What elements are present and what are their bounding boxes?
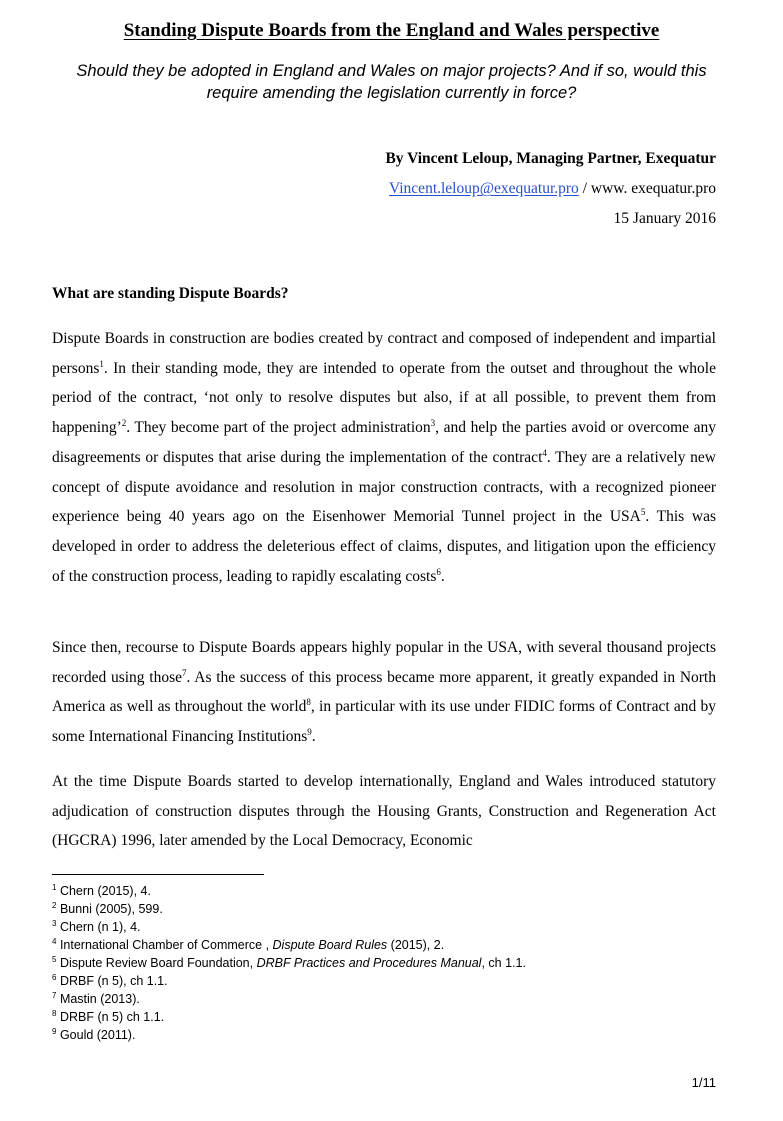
footnote-item bbox=[52, 918, 716, 936]
text-run: . As the success of this process became more apparent, it greatly expanded in North America as well as throughout the world bbox=[52, 668, 716, 716]
footnote-reference: 2 bbox=[121, 417, 127, 428]
text-run: . In their standing mode, they are intended to operate from the outset and throughout the whole period of the contract, ‘not only to resolve disputes but also, if at all possible, to prevent them from happening’ bbox=[52, 359, 716, 437]
text-run: Bunni (2005), 599. bbox=[59, 902, 163, 916]
text-run: Gould (2011). bbox=[59, 1028, 136, 1042]
footnote-number: 7 bbox=[52, 990, 57, 1000]
text-run: Chern (2015), 4. bbox=[59, 884, 151, 898]
contact-line bbox=[389, 180, 716, 198]
body-paragraph bbox=[52, 324, 716, 591]
text-run: , ch 1.1. bbox=[481, 956, 526, 970]
document-subtitle: Should they be adopted in England and Wales on major projects? And if so, would this require amending the legislation currently in force? bbox=[76, 62, 707, 102]
footnote-item bbox=[52, 954, 716, 972]
text-run: . bbox=[440, 567, 445, 585]
document-title: Standing Dispute Boards from the England and Wales perspective bbox=[123, 20, 660, 41]
footnote-list bbox=[52, 882, 716, 1044]
text-run: International Chamber of Commerce , bbox=[59, 938, 273, 952]
footnote-number: 5 bbox=[52, 954, 57, 964]
footnote-number: 2 bbox=[52, 900, 57, 910]
footnote-item bbox=[52, 882, 716, 900]
text-run: , in particular with its use under FIDIC forms of Contract and by some International Financing Institutions bbox=[52, 698, 716, 746]
text-run: . They are a relatively new concept of dispute avoidance and resolution in major construction contracts, with a recognized pioneer experience being 40 years ago on the Eisenhower Memorial Tunnel project in the USA bbox=[52, 448, 716, 526]
footnote-item bbox=[52, 900, 716, 918]
footnote-number: 4 bbox=[52, 936, 57, 946]
footnote-divider bbox=[52, 874, 264, 875]
text-run: . They become part of the project administration bbox=[126, 419, 431, 437]
text-run: . bbox=[311, 728, 316, 746]
footnote-number: 9 bbox=[52, 1026, 57, 1036]
text-run: DRBF (n 5) ch 1.1. bbox=[59, 1010, 165, 1024]
text-run: . This was developed in order to address the deleterious effect of claims, disputes, and litigation upon the efficiency of the construction process, leading to rapidly escalating costs bbox=[52, 508, 716, 585]
footnote-reference: 8 bbox=[306, 697, 311, 708]
footnote-number: 8 bbox=[52, 1008, 57, 1018]
footnote-item bbox=[52, 1008, 716, 1026]
footnote-number: 6 bbox=[52, 972, 57, 982]
italic-text: Dispute Board Rules bbox=[272, 938, 388, 952]
footnote-reference: 9 bbox=[307, 726, 312, 737]
page-number: 1/11 bbox=[691, 1075, 716, 1090]
footnote-item bbox=[52, 972, 716, 990]
footnote-reference: 5 bbox=[640, 507, 646, 518]
body-paragraph bbox=[52, 767, 716, 856]
text-run: Mastin (2013). bbox=[59, 992, 140, 1006]
footnote-number: 3 bbox=[52, 918, 57, 928]
italic-text: DRBF Practices and Procedures Manual bbox=[256, 956, 482, 970]
text-run: Chern (n 1), 4. bbox=[59, 920, 141, 934]
document-date: 15 January 2016 bbox=[613, 210, 716, 227]
body-paragraph bbox=[52, 633, 716, 752]
footnote-item bbox=[52, 936, 716, 954]
text-run: (2015), 2. bbox=[387, 938, 445, 952]
footnote-reference: 7 bbox=[182, 667, 187, 678]
footnote-reference: 4 bbox=[542, 447, 547, 458]
footnote-reference: 1 bbox=[99, 358, 104, 369]
text-run: Since then, recourse to Dispute Boards appears highly popular in the USA, with several thousand projects recorded using those bbox=[52, 639, 716, 686]
text-run: , and help the parties avoid or overcome any disagreements or disputes that arise during the implementation of the contract bbox=[52, 419, 716, 466]
footnote-item bbox=[52, 990, 716, 1008]
section-heading: What are standing Dispute Boards? bbox=[52, 285, 289, 302]
footnote-number: 1 bbox=[52, 882, 57, 892]
text-run: DRBF (n 5), ch 1.1. bbox=[59, 974, 168, 988]
contact-separator: / bbox=[582, 180, 587, 197]
text-run: Dispute Boards in construction are bodies created by contract and composed of independent and impartial persons bbox=[52, 330, 716, 377]
author-email-link[interactable]: Vincent.leloup@exequatur.pro bbox=[388, 180, 579, 197]
footnote-reference: 3 bbox=[430, 417, 436, 428]
text-run: At the time Dispute Boards started to develop internationally, England and Wales introduced statutory adjudication of construction disputes through the Housing Grants, Construction and Regeneration Act (HGCRA) 1996, later amended by the Local Democracy, Economic bbox=[52, 773, 716, 850]
footnote-item bbox=[52, 1026, 716, 1044]
text-run: Dispute Review Board Foundation, bbox=[59, 956, 257, 970]
website-text: www. exequatur.pro bbox=[590, 180, 716, 197]
author-line: By Vincent Leloup, Managing Partner, Exequatur bbox=[385, 150, 716, 167]
footnote-reference: 6 bbox=[436, 566, 441, 577]
